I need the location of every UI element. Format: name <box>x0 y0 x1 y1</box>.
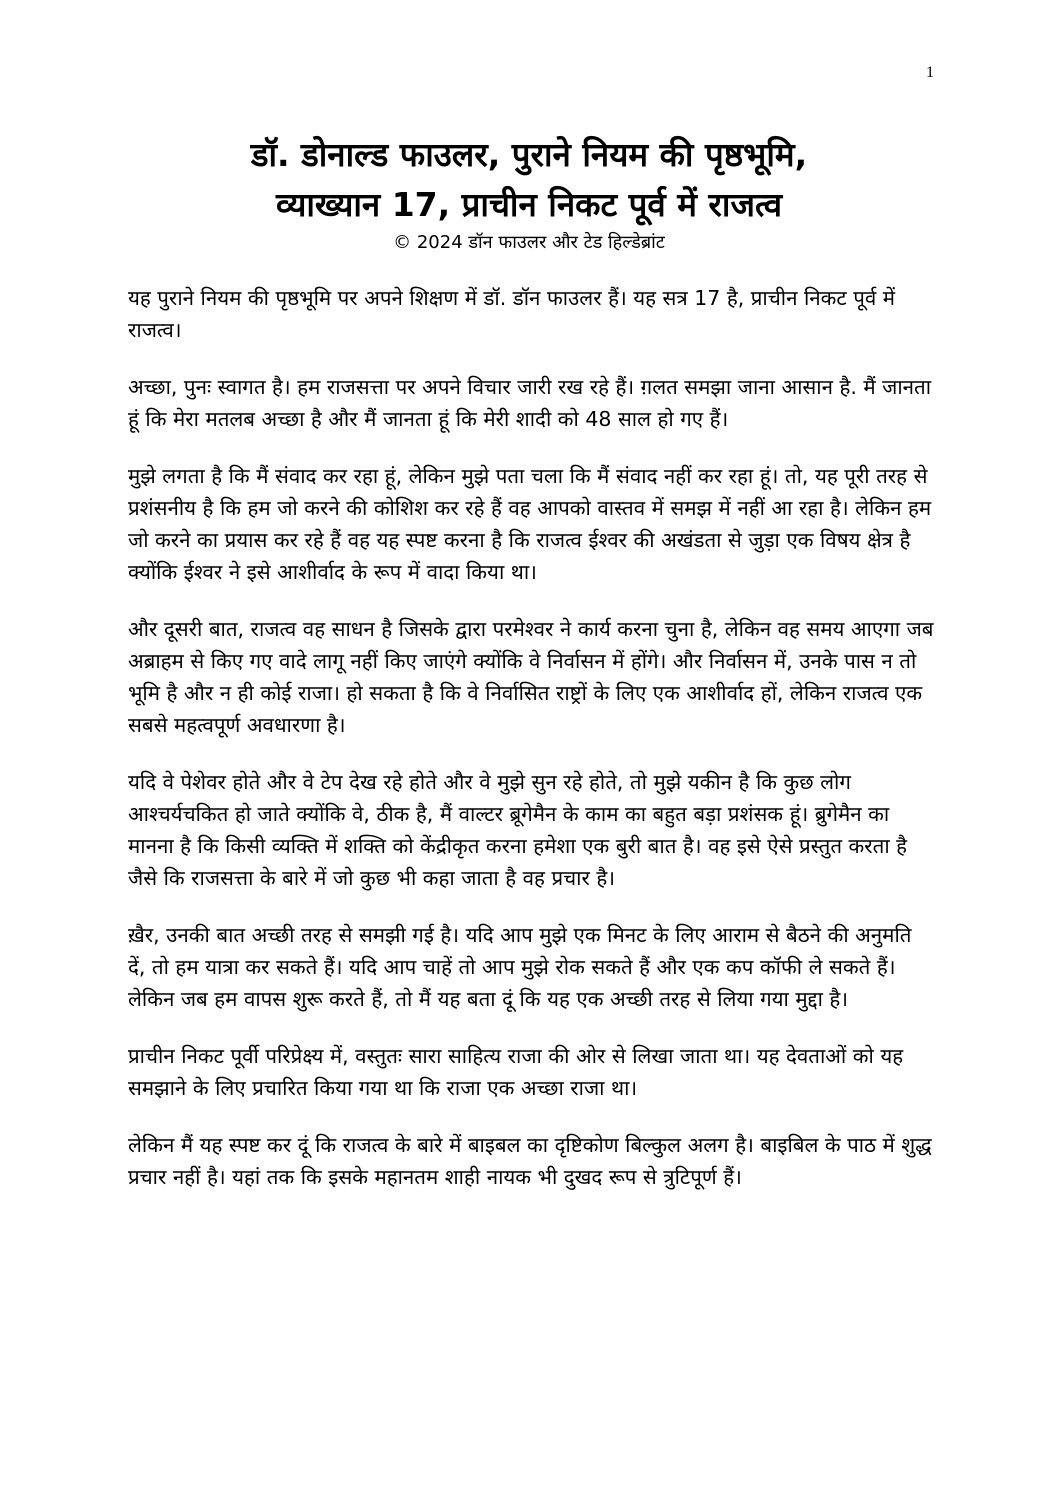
title-line-1: डॉ. डोनाल्ड फाउलर, पुराने नियम की पृष्ठभूमि, <box>250 135 808 174</box>
page-number: 1 <box>926 64 934 81</box>
paragraph-6: ख़ैर, उनकी बात अच्छी तरह से समझी गई है। यदि आप मुझे एक मिनट के लिए आराम से बैठने की अनुमति दें, तो हम यात्रा कर सकते हैं। यदि आप चाहें तो आप मुझे रोक सकते हैं और एक कप कॉफी ले सकते हैं। लेकिन जब हम वापस शुरू करते हैं, तो मैं यह बता दूं कि यह एक अच्छी तरह से लिया गया मुद्दा है। <box>128 923 912 1011</box>
paragraph-7: प्राचीन निकट पूर्वी परिप्रेक्ष्य में, वस्तुतः सारा साहित्य राजा की ओर से लिखा जाता था। यह देवताओं को यह समझाने के लिए प्रचारित किया गया था कि राजा एक अच्छा राजा था। <box>128 1044 904 1100</box>
document-header <box>0 130 1058 256</box>
paragraph-3: मुझे लगता है कि मैं संवाद कर रहा हूं, लेकिन मुझे पता चला कि मैं संवाद नहीं कर रहा हूं। तो, यह पूरी तरह से प्रशंसनीय है कि हम जो करने की कोशिश कर रहे हैं वह आपको वास्तव में समझ में नहीं आ रहा है। लेकिन हम जो करने का प्रयास कर रहे हैं वह यह स्पष्ट करना है कि राजत्व ईश्वर की अखंडता से जुड़ा एक विषय क्षेत्र है क्योंकि ईश्वर ने इसे आशीर्वाद के रूप में वादा किया था। <box>128 464 932 584</box>
paragraph-4: और दूसरी बात, राजत्व वह साधन है जिसके द्वारा परमेश्वर ने कार्य करना चुना है, लेकिन वह समय आएगा जब अब्राहम से किए गए वादे लागू नहीं किए जाएंगे क्योंकि वे निर्वासन में होंगे। और निर्वासन में, उनके पास न तो भूमि है और न ही कोई राजा। हो सकता है कि वे निर्वासित राष्ट्रों के लिए एक आशीर्वाद हों, लेकिन राजत्व एक सबसे महत्वपूर्ण अवधारणा है। <box>128 617 934 737</box>
document-body <box>128 282 934 1218</box>
copyright-line: © 2024 डॉन फाउलर और टेड हिल्डेब्रांट <box>393 232 665 253</box>
title-line-2: व्याख्यान 17, प्राचीन निकट पूर्व में राजत्व <box>275 185 783 224</box>
paragraph-2: अच्छा, पुनः स्वागत है। हम राजसत्ता पर अपने विचार जारी रख रहे हैं। ग़लत समझा जाना आसान है. मैं जानता हूं कि मेरा मतलब अच्छा है और मैं जानता हूं कि मेरी शादी को 48 साल हो गए हैं। <box>128 375 932 431</box>
paragraph-8: लेकिन मैं यह स्पष्ट कर दूं कि राजत्व के बारे में बाइबल का दृष्टिकोण बिल्कुल अलग है। बाइबिल के पाठ में शुद्ध प्रचार नहीं है। यहां तक कि इसके महानतम शाही नायक भी दुखद रूप से त्रुटिपूर्ण हैं। <box>128 1133 932 1189</box>
paragraph-1: यह पुराने नियम की पृष्ठभूमि पर अपने शिक्षण में डॉ. डॉन फाउलर हैं। यह सत्र 17 है, प्राचीन निकट पूर्व में राजत्व। <box>128 286 896 342</box>
paragraph-5: यदि वे पेशेवर होते और वे टेप देख रहे होते और वे मुझे सुन रहे होते, तो मुझे यकीन है कि कुछ लोग आश्चर्यचकित हो जाते क्योंकि वे, ठीक है, मैं वाल्टर ब्रूगेमैन के काम का बहुत बड़ा प्रशंसक हूं। ब्रुगेमैन का मानना है कि किसी व्यक्ति में शक्ति को केंद्रीकृत करना हमेशा एक बुरी बात है। वह इसे ऐसे प्रस्तुत करता है जैसे कि राजसत्ता के बारे में जो कुछ भी कहा जाता है वह प्रचार है। <box>128 770 908 890</box>
